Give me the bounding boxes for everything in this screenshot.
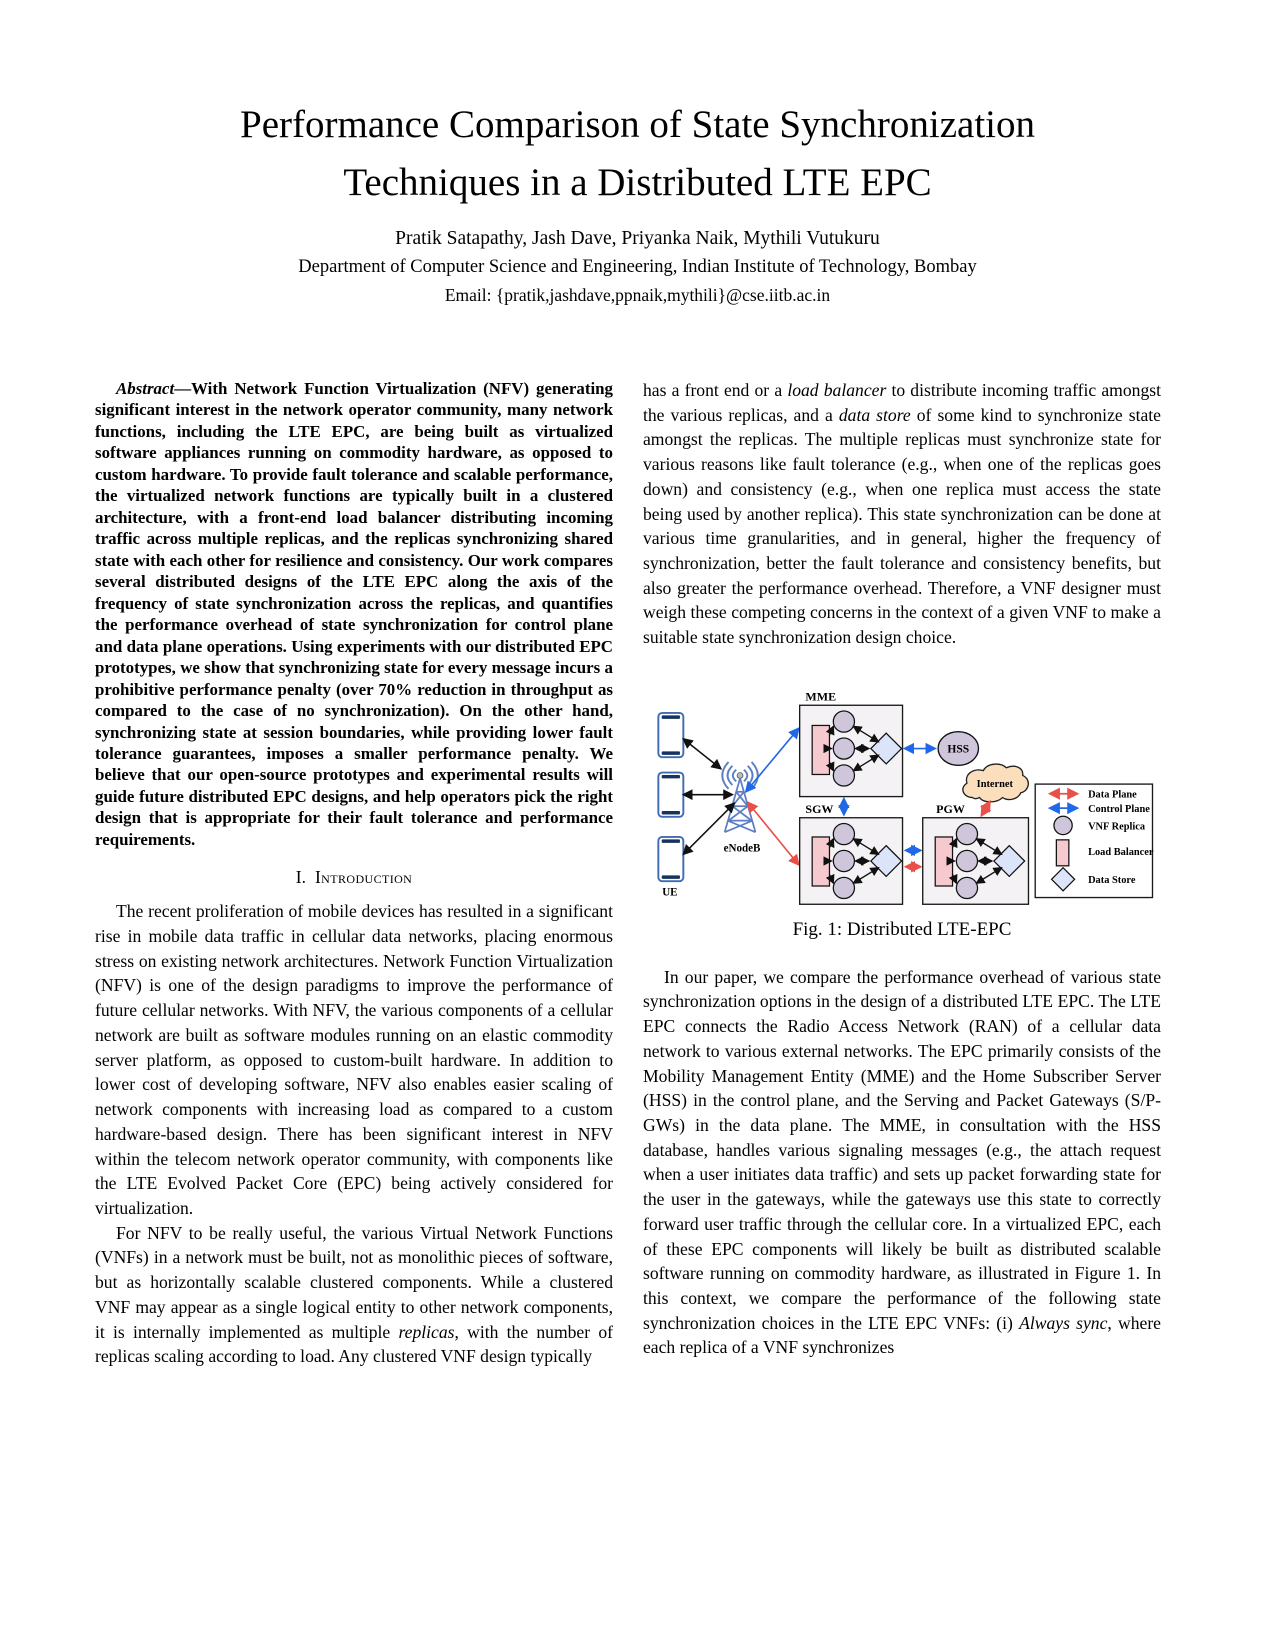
legend-load-balancer-label: Load Balancer — [1088, 847, 1154, 859]
ue-phone-icon — [658, 837, 683, 881]
mme-vnf-replicas — [833, 711, 854, 786]
pgw-cluster — [923, 802, 1029, 904]
mme-label: MME — [805, 689, 837, 704]
mme-cluster — [800, 689, 903, 796]
load-balancer-italic: load balancer — [787, 380, 887, 400]
right-paragraph-1 — [643, 378, 1161, 650]
ue-enodeb-arrows — [683, 739, 734, 854]
sgw-cluster — [800, 802, 903, 904]
right-column — [643, 378, 1161, 1369]
internet-cloud — [963, 764, 1028, 802]
always-sync-italic: Always sync — [1019, 1312, 1108, 1333]
intro-paragraph-1: The recent proliferation of mobile devices has resulted in a significant rise in mobile data traffic in cellular data networks, placing enormous stress on existing network architectures. Network Function Virtualization (NFV) is one of the design paradigms to improve the performance of future cellular networks. With NFV, the various components of a cellular network are built as software modules running on an elastic commodity server platform, as opposed to custom-built hardware. In addition to lower cost of developing software, NFV also enables easier scaling of network components with increasing load as compared to a custom hardware-based design. There has been significant interest in NFV within the telecom network operator community, with components like the LTE Evolved Packet Core (EPC) being actively considered for virtualization. — [95, 901, 613, 1218]
right-paragraph-1-e: of some kind to synchronize state amongst the replicas. The multiple replicas must synchronize state for various reasons like fault tolerance (e.g., when one of the replicas goes down) and consistency (e.g., when one replica must access the state being used by another replica). This state synchronization can be done at various time granularities, and in general, higher the frequency of synchronization, better the fault tolerance and consistency benefits, but also greater the performance overhead. Therefore, a VNF designer must weigh these competing concerns in the context of a given VNF to make a suitable state synchronization design choice. — [643, 404, 1161, 648]
replicas-italic: replicas — [398, 1321, 455, 1342]
authors-line: Pratik Satapathy, Jash Dave, Priyanka Naik, Mythili Vutukuru — [395, 228, 880, 250]
section-title: Introduction — [314, 867, 413, 888]
section-heading-introduction — [95, 867, 613, 888]
legend-vnf-replica-icon — [1054, 816, 1072, 834]
figure-legend — [1035, 784, 1154, 897]
sgw-label: SGW — [805, 801, 834, 816]
abstract-paragraph — [95, 378, 613, 850]
legend-load-balancer-icon — [1056, 840, 1068, 866]
legend-data-plane-label: Data Plane — [1088, 789, 1137, 801]
sgw-load-balancer — [812, 837, 829, 886]
data-store-italic: data store — [838, 404, 911, 425]
lte-epc-diagram — [617, 662, 1165, 917]
pgw-vnf-replicas — [956, 823, 977, 898]
data-plane-arrow-pgw-internet — [981, 801, 990, 815]
abstract-label: Abstract — [116, 379, 175, 398]
legend-vnf-replica-label: VNF Replica — [1088, 821, 1146, 833]
right-paragraph-1-c: to distribute incoming traffic amongst the various replicas, and a — [643, 380, 1161, 425]
ue-phone-icon — [658, 772, 683, 816]
right-paragraph-2 — [643, 965, 1161, 1361]
right-paragraph-2-a: In our paper, we compare the performance overhead of various state synchronization options in the design of a distributed LTE EPC. The LTE EPC connects the Radio Access Network (RAN) of a cellular data network to various external networks. The EPC primarily consists of the Mobility Management Entity (MME) and the Home Subscriber Server (HSS) in the control plane, and the Serving and Packet Gateways (S/P-GWs) in the data plane. The MME, in consultation with the HSS database, handles various signaling messages (e.g., the attach request when a user initiates data traffic) and sets up packet forwarding state for the user in the gateways, while the gateways use this state to correctly forward user traffic through the cellular core. In a virtualized EPC, each of these EPC components will likely be built as distributed scalable software running on commodity hardware, as illustrated in Figure 1. In this context, we compare the performance of the following state synchronization choices in the LTE EPC VNFs: (i) — [643, 966, 1161, 1333]
email-line: Email: {pratik,jashdave,ppnaik,mythili}@cse.iitb.ac.in — [444, 285, 831, 306]
ue-phone-icon — [658, 713, 683, 757]
figure-caption: Fig. 1: Distributed LTE-EPC — [792, 918, 1012, 940]
pgw-label: PGW — [936, 801, 965, 816]
left-column — [95, 378, 613, 1369]
two-column-body — [95, 378, 1162, 1369]
section-number: I. — [295, 867, 306, 888]
sgw-vnf-replicas — [833, 823, 854, 898]
control-plane-arrow-enodeb-mme — [746, 728, 799, 791]
pgw-load-balancer — [935, 837, 952, 886]
legend-control-plane-label: Control Plane — [1088, 803, 1150, 815]
intro-paragraph-2 — [95, 1221, 613, 1369]
paper-title — [0, 96, 1275, 211]
data-plane-arrow-enodeb-sgw — [748, 802, 799, 864]
paper-title-line2: Techniques in a Distributed LTE EPC — [343, 160, 932, 204]
paper-title-line1: Performance Comparison of State Synchronization — [240, 103, 1035, 146]
ue-phone-icons — [658, 713, 683, 881]
figure-1 — [617, 662, 1165, 917]
internet-label: Internet — [976, 778, 1013, 790]
enodeb-tower-icon — [722, 762, 758, 832]
enodeb-label: eNodeB — [723, 842, 761, 855]
abstract-text: —With Network Function Virtualization (NFV) generating significant interest in the network operator community, many network functions, including the LTE EPC, are being built as virtualized software appliances running on commodity hardware, as opposed to custom hardware. To provide fault tolerance and scalable performance, the virtualized network functions are typically built in a clustered architecture, with a front-end load balancer distributing incoming traffic across multiple replicas, and the replicas synchronizing shared state with each other for resilience and consistency. Our work compares several distributed designs of the LTE EPC along the axis of the frequency of state synchronization across the replicas, and quantifies the performance overhead of state synchronization for control plane and data plane operations. Using experiments with our distributed EPC prototypes, we show that synchronizing state for every message incurs a prohibitive performance penalty (over 70% reduction in throughput as compared to the case of no synchronization). On the other hand, synchronizing state at session boundaries, while providing lower fault tolerance guarantees, imposes a smaller performance penalty. We believe that our open-source prototypes and experimental results will guide future distributed EPC designs, and help operators pick the right design that is appropriate for their fault tolerance and performance requirements. — [95, 379, 613, 849]
intro-paragraph-2-tail: , with the number of replicas scaling according to load. Any clustered VNF design typically — [95, 1321, 613, 1367]
affiliation-line: Department of Computer Science and Engineering, Indian Institute of Technology, Bombay — [298, 257, 977, 278]
ue-label: UE — [662, 886, 678, 899]
right-paragraph-1-a: has a front end or a — [643, 380, 788, 400]
right-paragraph-2-c: , where each replica of a VNF synchronizes — [643, 1312, 1161, 1358]
legend-data-store-label: Data Store — [1088, 875, 1136, 887]
title-block — [0, 96, 1275, 306]
mme-load-balancer — [812, 725, 829, 774]
hss-label: HSS — [947, 743, 970, 756]
intro-paragraph-2-text: For NFV to be really useful, the various Virtual Network Functions (VNFs) in a network must be built, not as monolithic pieces of software, but as horizontally scalable clustered components. While a clustered VNF may appear as a single logical entity to other network components, it is internally implemented as multiple — [95, 1222, 613, 1342]
